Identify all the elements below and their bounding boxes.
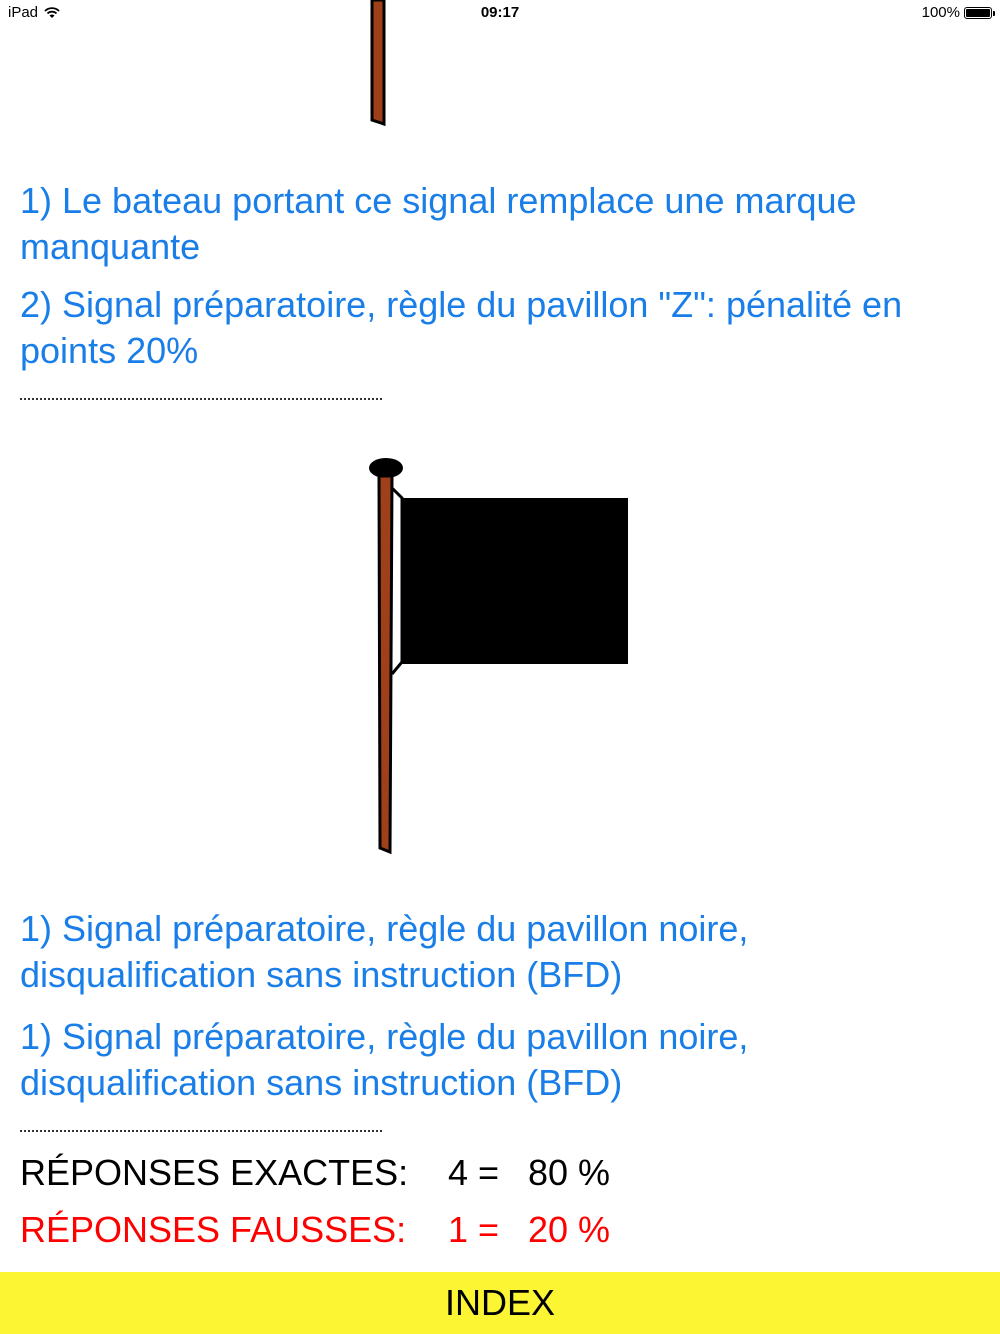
answer-text-2: 2) Signal préparatoire, règle du pavillon "Z": pénalité en points 20% bbox=[20, 284, 903, 371]
score-exact-percent: 80 % bbox=[528, 1152, 611, 1193]
score-wrong-count: 1 = bbox=[448, 1209, 500, 1250]
flag-pole-top bbox=[360, 0, 400, 130]
black-flag bbox=[402, 498, 628, 664]
score-wrong-percent: 20 % bbox=[528, 1209, 611, 1250]
status-right bbox=[922, 4, 992, 21]
index-button[interactable] bbox=[0, 1272, 1000, 1334]
flag-rope bbox=[392, 488, 402, 674]
status-bar bbox=[0, 0, 1000, 28]
score-wrong-row bbox=[20, 1207, 720, 1253]
black-flag-image bbox=[360, 450, 640, 860]
score-wrong-label: RÉPONSES FAUSSES: bbox=[20, 1209, 407, 1250]
answer-text-3: 1) Signal préparatoire, règle du pavillon noire, disqualification sans instruction (BFD) bbox=[20, 908, 749, 995]
status-time: 09:17 bbox=[480, 4, 520, 21]
dotted-separator-bottom bbox=[20, 1130, 382, 1132]
battery-icon bbox=[964, 7, 992, 19]
answer-text-1: 1) Le bateau portant ce signal remplace une marque manquante bbox=[20, 180, 857, 267]
answer-text-4: 1) Signal préparatoire, règle du pavillon noire, disqualification sans instruction (BFD) bbox=[20, 1016, 749, 1103]
score-exact-count: 4 = bbox=[448, 1152, 500, 1193]
device-label: iPad bbox=[8, 4, 39, 21]
dotted-separator bbox=[20, 398, 382, 400]
flag-pole bbox=[379, 476, 392, 852]
score-exact-row bbox=[20, 1150, 720, 1196]
battery-percent: 100% bbox=[921, 4, 960, 21]
index-button-label: INDEX bbox=[444, 1282, 556, 1323]
score-exact-label: RÉPONSES EXACTES: bbox=[20, 1152, 409, 1193]
